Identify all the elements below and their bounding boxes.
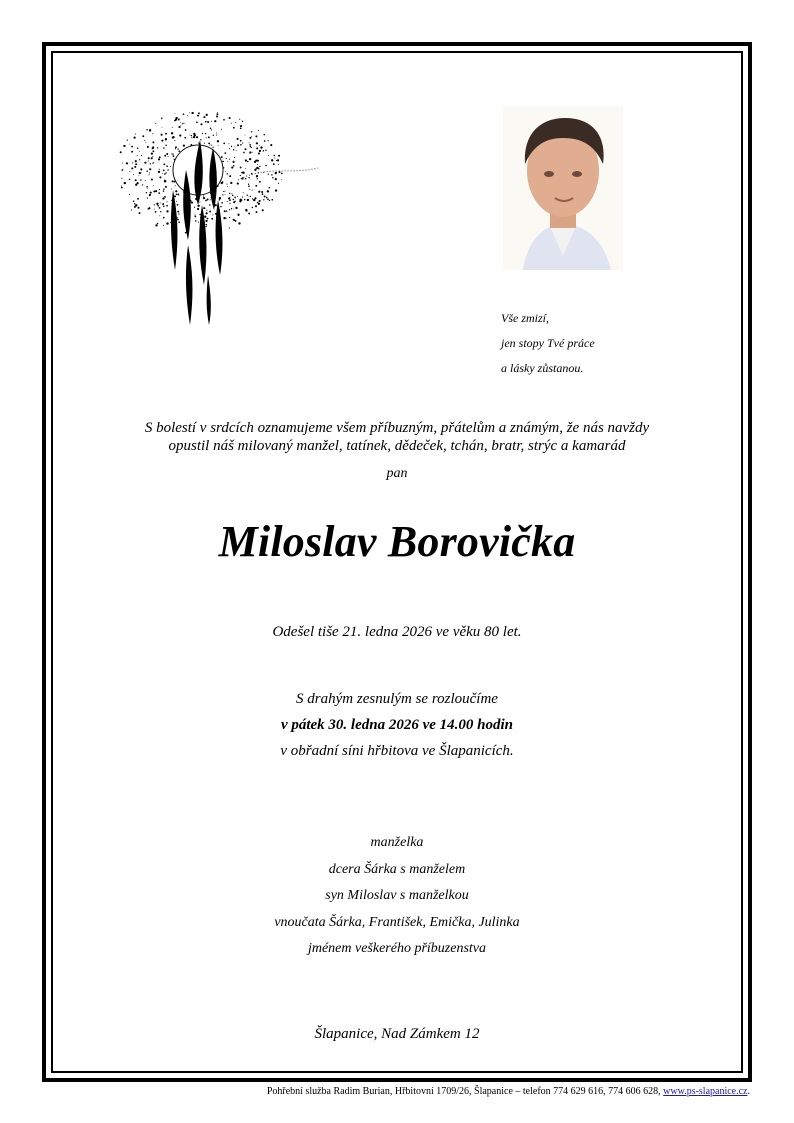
mourner-item: jménem veškerého příbuzenstva xyxy=(307,941,487,956)
farewell-place: v obřadní síni hřbitova ve Šlapanicích. xyxy=(280,743,514,759)
candle-flames-emblem-icon xyxy=(118,110,328,335)
mourner-item: dcera Šárka s manželem xyxy=(328,861,466,877)
announcement-line: S bolestí v srdcích oznamujeme všem příbuzným, přátelům a známým, že nás navždy xyxy=(144,420,650,436)
farewell-details xyxy=(55,686,739,764)
farewell-datetime: v pátek 30. ledna 2026 ve 14.00 hodin xyxy=(280,717,514,733)
motto-line: a lásky zůstanou. xyxy=(501,361,584,375)
announcement-text xyxy=(55,419,739,455)
passing-date: Odešel tiše 21. ledna 2026 ve věku 80 let. xyxy=(272,624,522,640)
footer-text: Pohřební služba Radim Burian, Hřbitovní 1709/26, Šlapanice – telefon 774 629 616, 774 606 628, xyxy=(266,1086,664,1097)
mourner-item: vnoučata Šárka, František, Emička, Julinka xyxy=(274,914,520,930)
mourners-list xyxy=(55,830,739,963)
portrait-photo xyxy=(503,106,623,270)
footer xyxy=(267,1086,750,1097)
footer-end: . xyxy=(747,1086,750,1097)
motto-line: Vše zmizí, xyxy=(501,311,549,325)
website-link[interactable]: www.ps-slapanice.cz xyxy=(663,1086,748,1097)
title-pan: pan xyxy=(386,466,408,481)
announcement-line: opustil náš milovaný manžel, tatínek, dědeček, tchán, bratr, strýc a kamarád xyxy=(168,438,626,454)
deceased-name: Miloslav Borovička xyxy=(218,517,576,566)
address: Šlapanice, Nad Zámkem 12 xyxy=(314,1026,480,1042)
mourner-item: manželka xyxy=(370,835,424,850)
mourner-item: syn Miloslav s manželkou xyxy=(325,888,469,903)
farewell-line: S drahým zesnulým se rozloučíme xyxy=(296,691,498,707)
motto-line: jen stopy Tvé práce xyxy=(501,336,595,350)
motto xyxy=(501,306,595,381)
